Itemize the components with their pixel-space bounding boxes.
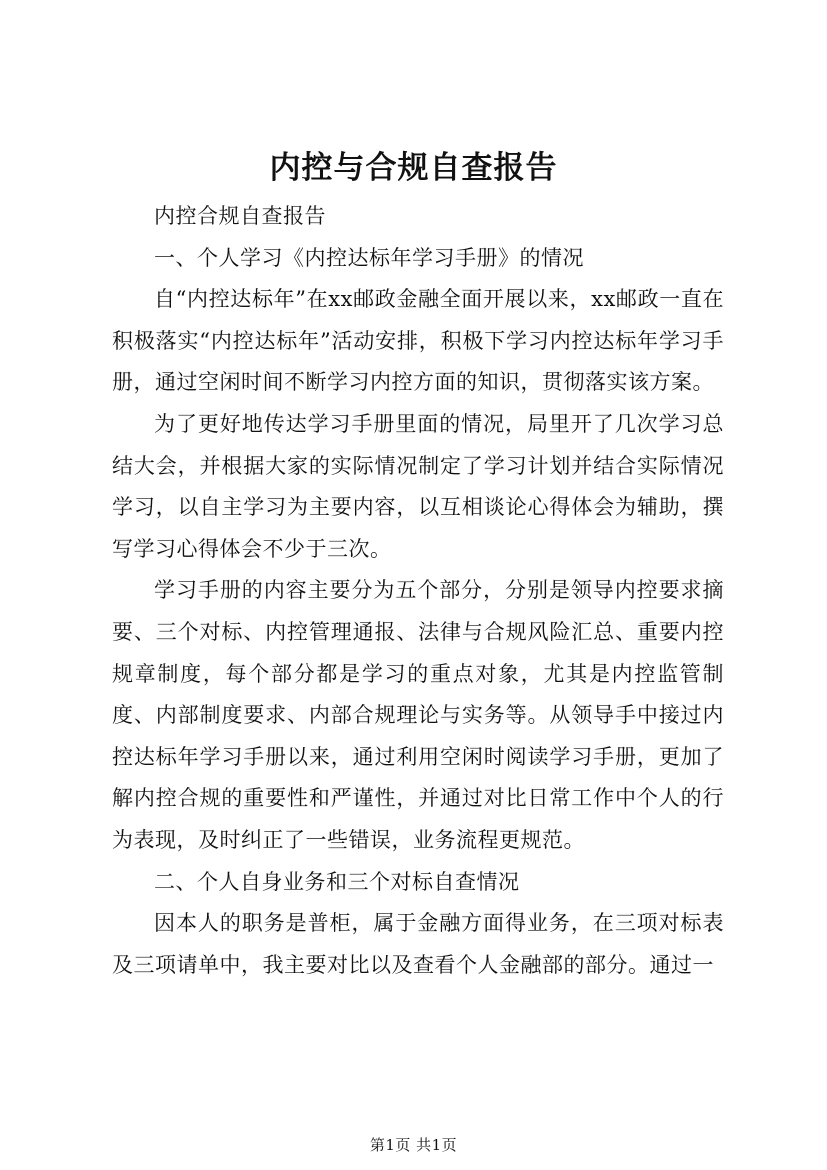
- paragraph: 学习手册的内容主要分为五个部分，分别是领导内控要求摘要、三个对标、内控管理通报、法律与合规风险汇总、重要内控规章制度，每个部分都是学习的重点对象，尤其是内控监管制度、内部制度要求、内部合规理论与实务等。从领导手中接过内控达标年学习手册以来，通过利用空闲时阅读学习手册，更加了解内控合规的重要性和严谨性，并通过对比日常工作中个人的行为表现，及时纠正了一些错误，业务流程更规范。: [112, 578, 724, 852]
- section-heading-1: 一、个人学习《内控达标年学习手册》的情况: [154, 245, 584, 270]
- page-footer: 第1页 共1页: [369, 1136, 458, 1154]
- section-heading-2: 二、个人自身业务和三个对标自查情况: [154, 869, 520, 894]
- document-title: 内控与合规自查报告: [269, 150, 558, 186]
- paragraph-subtitle: 内控合规自查报告: [154, 204, 326, 228]
- paragraph: 自“内控达标年”在xx邮政金融全面开展以来，xx邮政一直在积极落实“内控达标年”活动安排，积极下学习内控达标年学习手册，通过空闲时间不断学习内控方面的知识，贯彻落实该方案。: [112, 287, 724, 395]
- paragraph: 为了更好地传达学习手册里面的情况，局里开了几次学习总结大会，并根据大家的实际情况制定了学习计划并结合实际情况学习，以自主学习为主要内容，以互相谈论心得体会为辅助，撰写学习心得体会不少于三次。: [112, 411, 724, 561]
- paragraph: 因本人的职务是普柜，属于金融方面得业务，在三项对标表及三项请单中，我主要对比以及查看个人金融部的部分。通过一: [112, 911, 724, 977]
- document-body: [112, 196, 724, 986]
